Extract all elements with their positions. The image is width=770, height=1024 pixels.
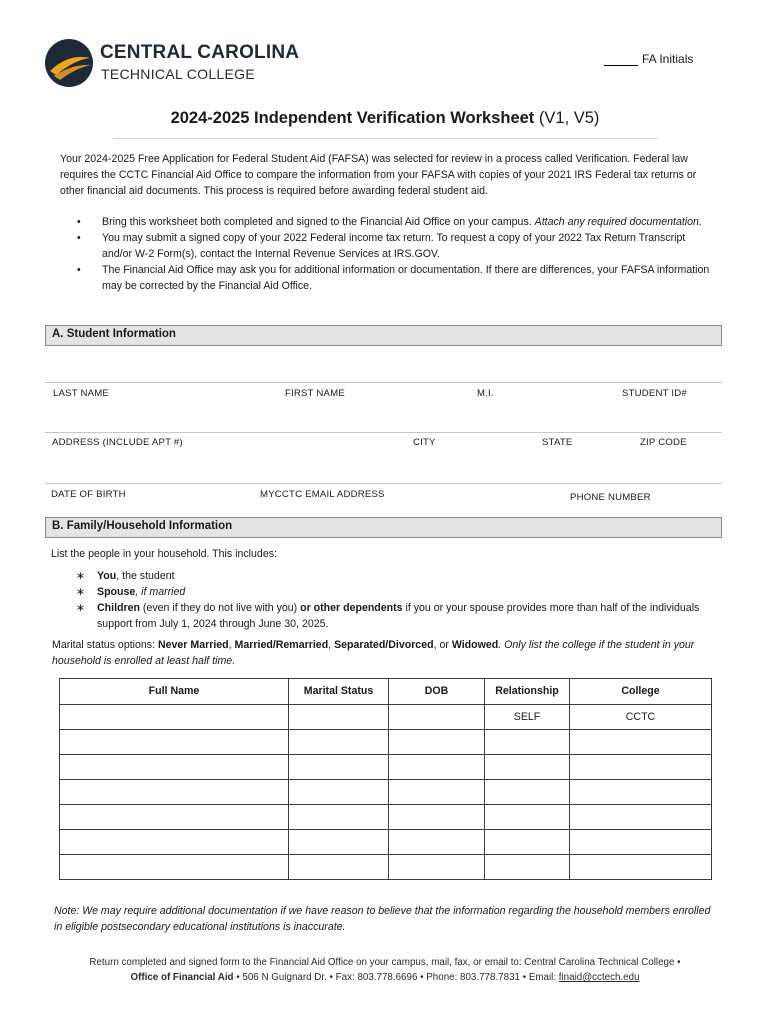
page-title bbox=[0, 109, 770, 128]
footer-office: Office of Financial Aid bbox=[130, 972, 234, 983]
relationship-cell[interactable] bbox=[485, 755, 570, 780]
date-of-birth-label: DATE OF BIRTH bbox=[51, 489, 126, 500]
documentation-note: Note: We may require additional documentation if we have reason to believe that the information regarding the household members enrolled in eligible postsecondary educational institutions is inaccurate. bbox=[54, 905, 711, 933]
college-cell[interactable] bbox=[570, 755, 712, 780]
dob-cell[interactable] bbox=[389, 805, 485, 830]
household-list-item bbox=[72, 600, 712, 632]
item-bold: or other dependents bbox=[300, 602, 403, 614]
address-label: ADDRESS (INCLUDE APT #) bbox=[52, 437, 183, 448]
household-member-list bbox=[72, 568, 712, 632]
field-divider bbox=[45, 382, 722, 383]
logo-college-subtitle: TECHNICAL COLLEGE bbox=[101, 66, 255, 82]
header-relationship: Relationship bbox=[485, 679, 570, 705]
field-divider bbox=[45, 483, 722, 484]
college-cell[interactable] bbox=[570, 805, 712, 830]
full-name-cell[interactable] bbox=[60, 830, 289, 855]
instruction-item bbox=[60, 214, 710, 230]
email-label: MYCCTC EMAIL ADDRESS bbox=[260, 489, 385, 500]
fa-initials-label: FA Initials bbox=[642, 52, 694, 66]
item-text: if you or your spouse provides more than half of the individuals support from July 1, 2024 through June 30, 2025. bbox=[97, 602, 700, 630]
header-college: College bbox=[570, 679, 712, 705]
instruction-item: • You may submit a signed copy of your 2022 Federal income tax return. To request a copy of your 2022 Tax Return Transcript and/or W-2 Form(s), contact the Internal Revenue Services at IRS.GOV. bbox=[60, 230, 710, 262]
marital-status-cell[interactable] bbox=[289, 830, 389, 855]
instruction-italic: Attach any required documentation. bbox=[534, 216, 702, 228]
table-row bbox=[60, 830, 712, 855]
instruction-list bbox=[60, 214, 710, 294]
item-bold: Children bbox=[97, 602, 140, 614]
relationship-cell[interactable] bbox=[485, 830, 570, 855]
relationship-cell: SELF bbox=[485, 705, 570, 730]
household-list-intro: List the people in your household. This includes: bbox=[51, 548, 277, 560]
full-name-cell[interactable] bbox=[60, 730, 289, 755]
full-name-cell[interactable] bbox=[60, 705, 289, 730]
college-logo bbox=[44, 38, 304, 90]
section-a-title: A. Student Information bbox=[52, 328, 176, 340]
college-cell[interactable] bbox=[570, 855, 712, 880]
dob-cell[interactable] bbox=[389, 755, 485, 780]
marital-label: Marital status options: bbox=[52, 639, 158, 651]
title-divider bbox=[113, 138, 658, 139]
relationship-cell[interactable] bbox=[485, 805, 570, 830]
dob-cell[interactable] bbox=[389, 780, 485, 805]
first-name-label: FIRST NAME bbox=[285, 388, 345, 399]
intro-paragraph: Your 2024-2025 Free Application for Federal Student Aid (FAFSA) was selected for review in a process called Verification. Federal law requires the CCTC Financial Aid Office to compare the information from your FAFSA with copies of your 2021 IRS Federal tax returns or other financial aid documents. This process is required before awarding federal student aid. bbox=[60, 153, 697, 197]
marital-status-cell[interactable] bbox=[289, 805, 389, 830]
table-row bbox=[60, 705, 712, 730]
last-name-label: LAST NAME bbox=[53, 388, 110, 399]
college-cell[interactable] bbox=[570, 730, 712, 755]
fa-initials-blank[interactable] bbox=[604, 55, 638, 66]
phone-number-label: PHONE NUMBER bbox=[570, 492, 651, 503]
zip-code-label: ZIP CODE bbox=[640, 437, 687, 448]
marital-option: Married/Remarried bbox=[234, 639, 329, 651]
footer-email-link[interactable]: finaid@cctech.edu bbox=[558, 972, 640, 983]
marital-option: Never Married bbox=[157, 639, 229, 651]
item-bold: Spouse bbox=[97, 586, 136, 598]
full-name-cell[interactable] bbox=[60, 755, 289, 780]
section-b-header bbox=[45, 517, 722, 538]
student-id-label: STUDENT ID# bbox=[622, 388, 687, 399]
logo-college-name: CENTRAL CAROLINA bbox=[100, 42, 300, 63]
instruction-item: • The Financial Aid Office may ask you for additional information or documentation. If there are differences, your FAFSA information may be corrected by the Financial Aid Office. bbox=[60, 262, 710, 294]
header-dob: DOB bbox=[389, 679, 485, 705]
dob-cell[interactable] bbox=[389, 705, 485, 730]
marital-status-cell[interactable] bbox=[289, 780, 389, 805]
marital-note: . Only list the college if the student in your household is enrolled at least half time. bbox=[52, 639, 695, 667]
relationship-cell[interactable] bbox=[485, 730, 570, 755]
item-text: (even if they do not live with you) bbox=[139, 602, 301, 614]
relationship-cell[interactable] bbox=[485, 780, 570, 805]
title-main: 2024-2025 Independent Verification Worksheet bbox=[170, 109, 535, 127]
full-name-cell[interactable] bbox=[60, 780, 289, 805]
field-divider bbox=[45, 432, 722, 433]
dob-cell[interactable] bbox=[389, 830, 485, 855]
dob-cell[interactable] bbox=[389, 730, 485, 755]
table-row bbox=[60, 805, 712, 830]
header-marital-status: Marital Status bbox=[289, 679, 389, 705]
full-name-cell[interactable] bbox=[60, 855, 289, 880]
marital-sep: , bbox=[328, 639, 335, 651]
college-logo-icon bbox=[44, 38, 94, 88]
table-row bbox=[60, 755, 712, 780]
household-list-item bbox=[72, 568, 712, 584]
footer-address: • 506 N Guignard Dr. • Fax: 803.778.6696 • Phone: 803.778.7831 • Email: bbox=[233, 972, 559, 983]
instruction-text: Bring this worksheet both completed and signed to the Financial Aid Office on your campus. bbox=[102, 216, 532, 228]
table-row bbox=[60, 855, 712, 880]
middle-initial-label: M.I. bbox=[477, 388, 494, 399]
marital-option: Separated/Divorced bbox=[334, 639, 434, 651]
table-row bbox=[60, 780, 712, 805]
header-full-name: Full Name bbox=[60, 679, 289, 705]
section-a-header bbox=[45, 325, 722, 346]
marital-sep: , bbox=[228, 639, 235, 651]
full-name-cell[interactable] bbox=[60, 805, 289, 830]
marital-status-cell[interactable] bbox=[289, 855, 389, 880]
marital-status-options bbox=[52, 637, 720, 669]
relationship-cell[interactable] bbox=[485, 855, 570, 880]
college-cell[interactable] bbox=[570, 780, 712, 805]
item-text: , if married bbox=[135, 586, 186, 598]
fa-initials-field[interactable] bbox=[604, 52, 693, 66]
household-table bbox=[59, 678, 712, 880]
footer-line1: Return completed and signed form to the Financial Aid Office on your campus, mail, fax, or email to: Central Carolina Technical College • bbox=[89, 957, 681, 968]
college-cell: CCTC bbox=[570, 705, 712, 730]
dob-cell[interactable] bbox=[389, 855, 485, 880]
college-cell[interactable] bbox=[570, 830, 712, 855]
page-footer bbox=[0, 955, 770, 985]
marital-status-cell[interactable] bbox=[289, 705, 389, 730]
state-label: STATE bbox=[542, 437, 573, 448]
table-row bbox=[60, 730, 712, 755]
footer-line2 bbox=[0, 970, 770, 985]
marital-status-cell[interactable] bbox=[289, 730, 389, 755]
title-version: (V1, V5) bbox=[538, 109, 600, 127]
household-table-header bbox=[60, 679, 712, 705]
marital-sep: , or bbox=[433, 639, 452, 651]
section-b-title: B. Family/Household Information bbox=[52, 520, 233, 532]
marital-status-cell[interactable] bbox=[289, 755, 389, 780]
city-label: CITY bbox=[413, 437, 436, 448]
item-bold: You bbox=[97, 570, 117, 582]
marital-option: Widowed bbox=[451, 639, 499, 651]
household-list-item bbox=[72, 584, 712, 600]
item-text: , the student bbox=[116, 570, 175, 582]
